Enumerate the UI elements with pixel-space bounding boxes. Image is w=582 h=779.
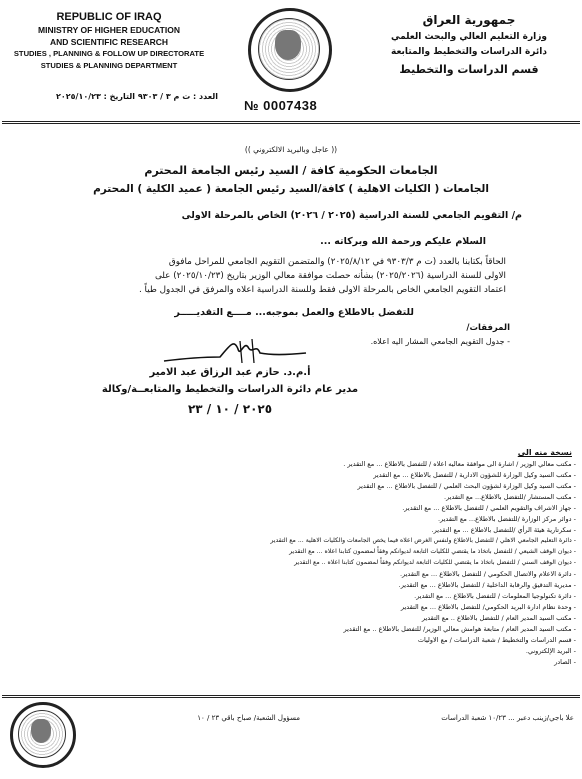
greeting: السلام عليكم ورحمة الله وبركاته ... [320,236,486,247]
cc-item: - دوائر مركز الوزارة /للتفضل بالاطلاع... مع التقدير. [437,515,576,523]
cc-item: - سكرتارية هيئة الرأي /للتفضل بالاطلاع ... مع التقدير. [431,526,576,534]
cc-label: نسخة منه الى [517,448,572,457]
cc-item: - مكتب السيد وكيل الوزارة للشؤون الادارية / للتفضل بالاطلاع ... مع التقدير [373,471,576,479]
body-line-1: الحاقاً بكتابنا بالعدد (ت م ٩٣٠٣/٣ في ٢٠٢٥/٨/١٢) والمتضمن التقويم الجامعي للمراحل مافوق [168,257,506,267]
cc-item: - مكتب السيد المدير العام / متابعة هوامش معالي الوزير/ للتفضل بالاطلاع .. مع التقدير [343,625,576,633]
cc-item: - البريد الإلكتروني. [525,647,576,655]
closing-line: للتفضل بالاطلاع والعمل بموجبه... مــــع التقديـــــر [174,307,414,318]
header-divider [2,121,580,124]
urgent-note: (( عاجل وبالبريد الالكتروني )) [244,145,338,154]
header-en-line-2: MINISTRY OF HIGHER EDUCATION [38,25,180,35]
attachment-item: - جدول التقويم الجامعي المشار اليه اعلاه. [370,337,510,346]
cc-item: - دائرة التعليم الجامعي الاهلي / للتفضل بالاطلاع ولنفس الغرض اعلاه فيما يخص الجامعات والكليات الاهلية ... مع التقدير [270,537,576,544]
header-ar-line-3: دائرة الدراسات والتخطيط والمتابعة [391,47,547,57]
cc-item: - مكتب السيد المدير العام / للتفضل بالاطلاع .. مع التقدير [421,614,576,622]
cc-item: - مديرية التدقيق والرقابة الداخلية / للتفضل بالاطلاع ... مع التقدير. [398,581,576,589]
ministry-seal-bottom [10,702,76,768]
cc-item: - مكتب المستشار /للتفضل بالاطلاع... مع التقدير. [444,493,576,501]
handwritten-signature [160,335,310,369]
letterhead-arabic [364,10,574,80]
header-en-line-4: STUDIES , PLANNING & FOLLOW UP DIRECTORATE [13,49,205,58]
body-line-3: اعتماد التقويم الجامعي الخاص بالمرحلة الاولى فقط وللسنة الدراسية اعلاه والمرفق في الجدول طياً . [138,285,506,295]
body-paragraph [66,255,506,297]
header-en-line-1: REPUBLIC OF IRAQ [56,11,162,23]
document-serial-number: № 0007438 [244,98,318,113]
cc-list [0,459,582,699]
cc-item: - ديوان الوقف الشيعي / للتفضل باتخاذ ما يقتضي للكليات التابعة لديوانكم وفقاً لمضمون كتابنا اعلاه ... مع التقدير [289,548,576,555]
signatory-name: أ.م.د. حازم عبد الرزاق عبد الامير [149,367,311,378]
cc-item: - قسم الدراسات والتخطيط / شعبة الدراسات / مع الاوليات [417,636,576,644]
ministry-seal-top [248,8,332,92]
attachments-label: المرفقات/ [466,323,510,333]
letterhead-english [4,10,214,72]
subject-line: م/ التقويم الجامعي للسنة الدراسية (٢٠٢٥ / ٢٠٢٦) الخاص بالمرحلة الاولى [181,210,522,221]
addressee-line-1: الجامعات الحكومية كافة / السيد رئيس الجامعة المحترم [144,164,438,177]
reference-number-date: العدد : ت م ٣ / ٩٣٠٣ التاريخ : ٢٠٢٥/١٠/٢٣ [55,92,218,101]
header-ar-line-2: وزارة التعليم العالي والبحث العلمي [390,32,548,42]
signatory-title: مدير عام دائرة الدراسات والتخطيط والمتابعــة/وكالة [101,384,359,395]
header-en-line-3: AND SCIENTIFIC RESEARCH [49,37,169,47]
cc-item: - الصادر [554,658,576,666]
cc-item: - دائرة الاعلام والاتصال الحكومي / للتفضل بالاطلاع ... مع التقدير. [399,570,576,578]
cc-item: - دائرة تكنولوجيا المعلومات / للتفضل بالاطلاع ... مع التقدير. [414,592,576,600]
body-line-2: الاولى للسنة الدراسية (٢٠٢٥/٢٠٢٦) بشأنه حصلت موافقة معالي الوزير بتاريخ (٢٠٢٥/١٠/٢٣) على [154,271,506,281]
cc-item: - مكتب معالي الوزير / اشارة الى موافقة معاليه اعلاه / للتفضل بالاطلاع ... مع التقدير . [343,460,576,468]
cc-item: - ديوان الوقف السني / للتفضل باتخاذ ما يقتضي للكليات التابعة لديوانكم وفقاً لمضمون كتابنا اعلاه .. مع التقدير [294,559,576,566]
footer-divider [2,695,580,698]
cc-item: - مكتب السيد وكيل الوزارة لشؤون البحث العلمي / للتفضل بالاطلاع ... مع التقدير [357,482,576,490]
footer-left-note: مسؤول الشعبة/ صباح باقي ٢٣ / ١٠ [197,714,300,722]
cc-item: - جهاز الاشراف والتقويم العلمي / للتفضل بالاطلاع ... مع التقدير. [402,504,576,512]
header-ar-line-1: جمهورية العراق [422,13,516,27]
header-en-line-5: STUDIES & PLANNING DEPARTMENT [40,61,178,70]
addressee-line-2: الجامعات ( الكليات الاهلية ) كافة/السيد رئيس الجامعة ( عميد الكلية ) المحترم [93,183,489,195]
header-ar-line-4: قسم الدراسات والتخطيط [399,63,539,76]
signature-date: ٢٠٢٥ / ١٠ / ٢٣ [187,402,273,416]
cc-item: - وحدة نظام ادارة البريد الحكومي/ للتفضل بالاطلاع ... مع التقدير [400,603,576,611]
footer-right-note: علا باجي/زينب دعبر ... ١٠/٢٣ شعبة الدراسات [441,714,574,722]
